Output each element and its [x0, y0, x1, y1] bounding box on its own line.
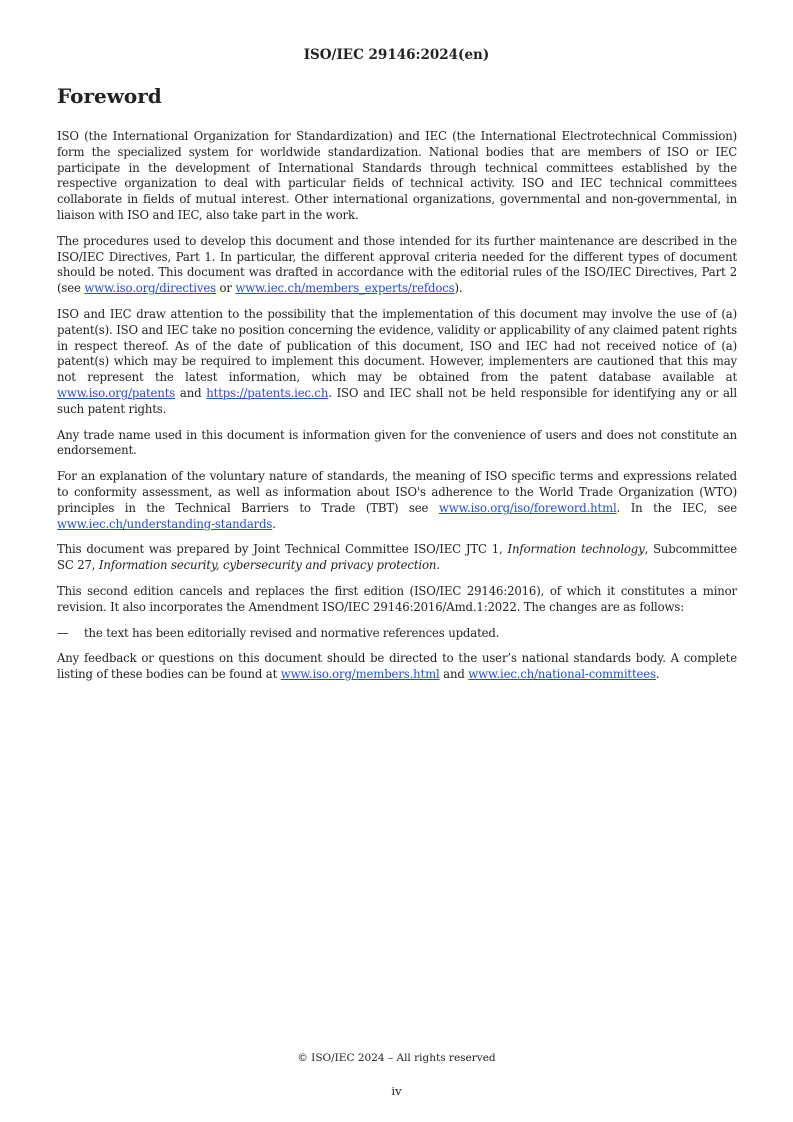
paragraph-text: .	[655, 667, 660, 682]
paragraph-text: . In the IEC, see	[616, 500, 738, 515]
committee-name: Information technology	[507, 542, 645, 557]
page-number: iv	[391, 1084, 402, 1098]
paragraph-committee	[57, 542, 737, 574]
link-iec-national-committees[interactable]: www.iec.ch/national-committees	[468, 667, 656, 682]
copyright-notice: © ISO/IEC 2024 – All rights reserved	[297, 1052, 496, 1064]
list-item-text: the text has been editorially revised and normative references updated.	[84, 625, 500, 640]
paragraph-patents	[57, 307, 737, 418]
document-identifier: ISO/IEC 29146:2024(en)	[303, 47, 490, 63]
paragraph-text: and	[175, 385, 207, 400]
paragraph-text: ).	[454, 281, 463, 296]
paragraph-text: The procedures used to develop this document and those intended for its further maintenance are described in the ISO/IEC Directives, Part 1. In particular, the different approval criteria needed for the different types of document should be noted. This document was drafted in accordance with the editorial rules of the ISO/IEC Directives, Part 2 (see	[57, 233, 737, 296]
dash-bullet: —	[57, 625, 69, 640]
paragraph-text: For an explanation of the voluntary nature of standards, the meaning of ISO specific terms and expressions related to conformity assessment, as well as information about ISO's adherence to the World Trade Organization (WTO) principles in the Technical Barriers to Trade (TBT) see	[57, 469, 737, 515]
paragraph-procedures	[57, 234, 737, 297]
paragraph-edition: This second edition cancels and replaces the first edition (ISO/IEC 29146:2016), of which it constitutes a minor revision. It also incorporates the Amendment ISO/IEC 29146:2016/Amd.1:2022. The changes are as follows:	[57, 583, 737, 614]
link-iec-understanding-standards[interactable]: www.iec.ch/understanding-standards	[57, 516, 273, 531]
foreword-body	[57, 129, 737, 693]
link-iec-patents[interactable]: https://patents.iec.ch	[206, 385, 329, 400]
list-item	[57, 626, 737, 642]
paragraph-text: . ISO and IEC shall not be held responsible for identifying any or all such patent rights.	[57, 385, 737, 416]
paragraph-text: This document was prepared by Joint Technical Committee ISO/IEC JTC 1,	[57, 542, 508, 557]
link-iso-members[interactable]: www.iso.org/members.html	[280, 667, 440, 682]
paragraph-text: .	[272, 516, 276, 531]
link-iec-refdocs[interactable]: www.iec.ch/members_experts/refdocs	[235, 281, 455, 296]
paragraph-text: and	[439, 667, 469, 682]
paragraph-text: , Subcommittee SC 27,	[57, 542, 737, 573]
paragraph-organizations: ISO (the International Organization for Standardization) and IEC (the International Electrotechnical Commission) form the specialized system for worldwide standardization. National bodies that are members of ISO or IEC participate in the development of International Standards through technical committees established by the respective organization to deal with particular fields of technical activity. ISO and IEC technical committees collaborate in fields of mutual interest. Other international organizations, governmental and non-governmental, in liaison with ISO and IEC, also take part in the work.	[57, 129, 737, 222]
link-iso-patents[interactable]: www.iso.org/patents	[57, 385, 176, 400]
subcommittee-name: Information security, cybersecurity and privacy protection	[98, 558, 437, 573]
paragraph-text: or	[215, 281, 236, 296]
link-iso-foreword[interactable]: www.iso.org/iso/foreword.html	[438, 500, 617, 515]
link-iso-directives[interactable]: www.iso.org/directives	[84, 281, 216, 296]
paragraph-feedback	[57, 651, 737, 683]
paragraph-text: .	[436, 558, 440, 573]
paragraph-text: ISO and IEC draw attention to the possibility that the implementation of this document may involve the use of (a) patent(s). ISO and IEC take no position concerning the evidence, validity or applicability of any claimed patent rights in respect thereof. As of the date of publication of this document, ISO and IEC had not received notice of (a) patent(s) which may be required to implement this document. However, implementers are cautioned that this may not represent the latest information, which may be obtained from the patent database available at	[57, 306, 737, 385]
paragraph-text: Any feedback or questions on this document should be directed to the user’s national standards body. A complete listing of these bodies can be found at	[57, 651, 737, 682]
paragraph-trade-name: Any trade name used in this document is information given for the convenience of users and does not constitute an endorsement.	[57, 427, 737, 458]
paragraph-voluntary-nature	[57, 469, 737, 532]
section-title: Foreword	[57, 84, 162, 108]
